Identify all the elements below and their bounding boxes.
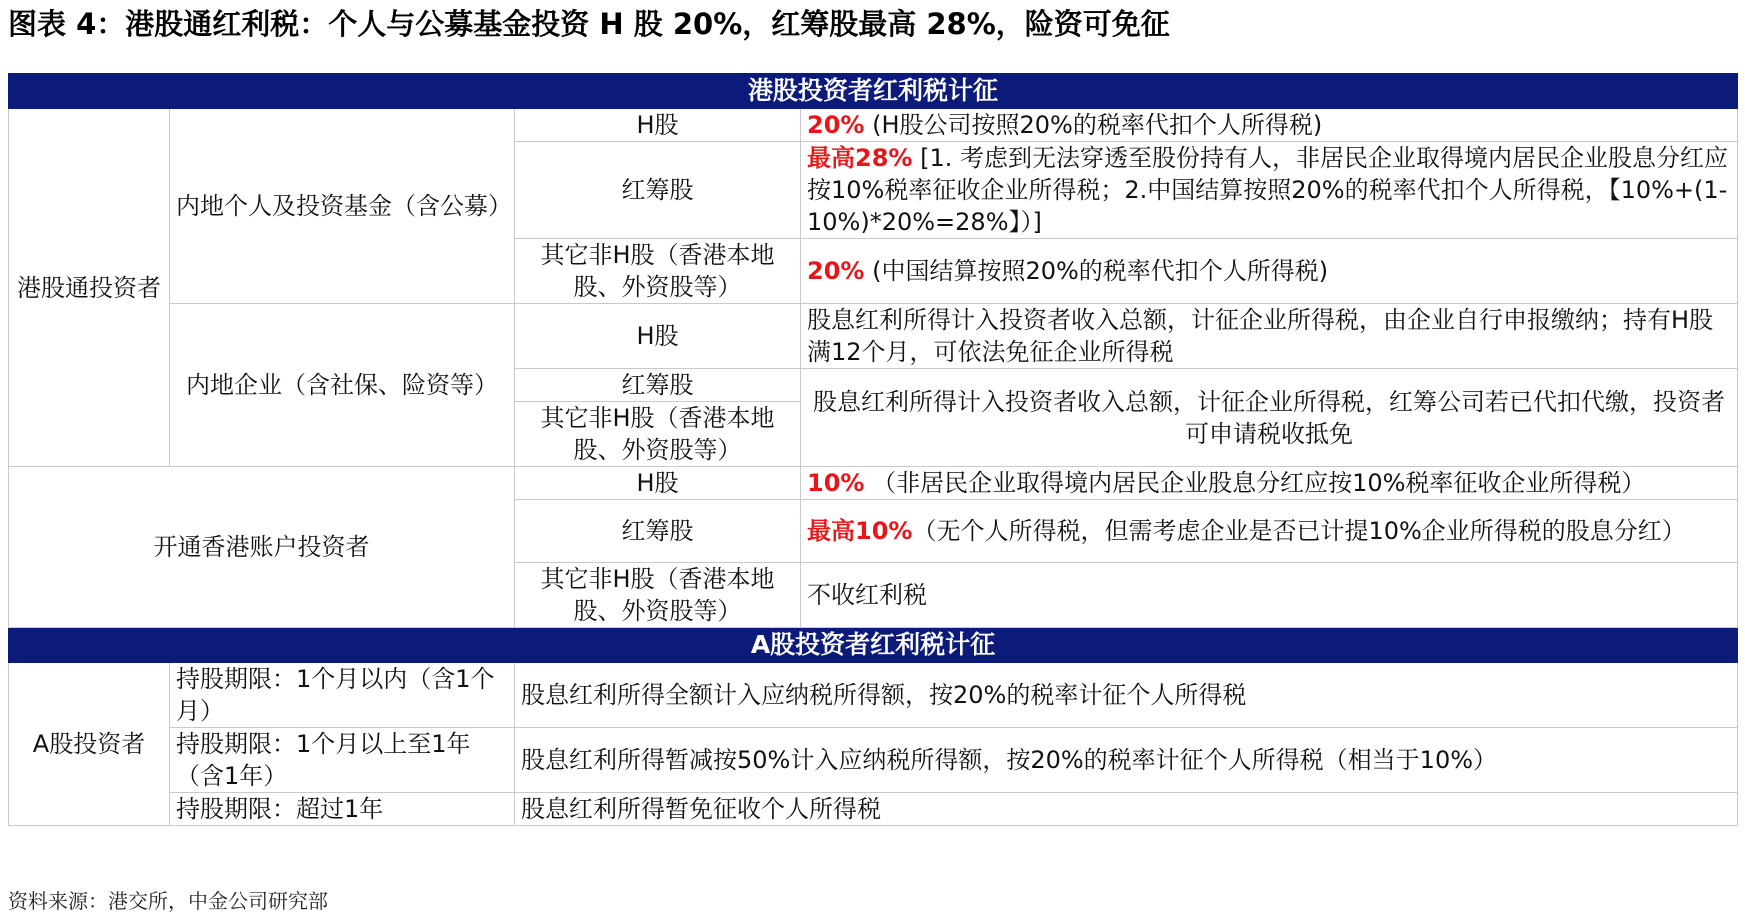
tax-rule-text: [1. 考虑到无法穿透至股份持有人，非居民企业取得境内居民企业股息分红应按10%税率征收企业所得税；2.中国结算按照20%的税率代扣个人所得税，【10%+(1-10%)*20%=28%】）] xyxy=(807,144,1728,236)
dividend-tax-table xyxy=(8,73,1738,826)
stock-type-cell: H股 xyxy=(515,304,801,369)
tax-rate-highlight: 最高28% xyxy=(807,144,913,172)
tax-rate-highlight: 10% xyxy=(807,469,865,497)
tax-rule-cell: 股息红利所得计入投资者收入总额，计征企业所得税，由企业自行申报缴纳；持有H股满12个月，可依法免征企业所得税 xyxy=(801,304,1738,369)
tax-rule-cell xyxy=(801,467,1738,500)
a-section-header-row xyxy=(9,628,1738,663)
tax-rule-cell xyxy=(801,500,1738,563)
tax-rule-cell xyxy=(801,239,1738,304)
a-section-header: A股投资者红利税计征 xyxy=(9,628,1738,663)
holding-period-cell: 持股期限：1个月以上至1年（含1年） xyxy=(170,728,515,793)
figure-title: 图表 4：港股通红利税：个人与公募基金投资 H 股 20%，红筹股最高 28%，险资可免征 xyxy=(8,7,1170,41)
stock-type-cell: 其它非H股（香港本地股、外资股等） xyxy=(515,563,801,628)
table-row xyxy=(9,467,1738,500)
tax-rule-text: (中国结算按照20%的税率代扣个人所得税) xyxy=(864,257,1329,285)
investor-cell: A股投资者 xyxy=(9,663,170,826)
tax-rule-cell: 股息红利所得全额计入应纳税所得额，按20%的税率计征个人所得税 xyxy=(515,663,1738,728)
table-row xyxy=(9,109,1738,142)
tax-rule-cell: 不收红利税 xyxy=(801,563,1738,628)
stock-type-cell: 红筹股 xyxy=(515,142,801,239)
stock-type-cell: 其它非H股（香港本地股、外资股等） xyxy=(515,402,801,467)
stock-type-cell: 红筹股 xyxy=(515,369,801,402)
table-row xyxy=(9,728,1738,793)
tax-rule-cell: 股息红利所得计入投资者收入总额，计征企业所得税，红筹公司若已代扣代缴，投资者可申请税收抵免 xyxy=(801,369,1738,467)
investor-type-cell: 内地企业（含社保、险资等） xyxy=(170,304,515,467)
stock-type-cell: H股 xyxy=(515,467,801,500)
tax-rate-highlight: 20% xyxy=(807,257,865,285)
tax-rule-cell xyxy=(801,142,1738,239)
investor-type-cell: 内地个人及投资基金（含公募） xyxy=(170,109,515,304)
stock-type-cell: 红筹股 xyxy=(515,500,801,563)
investor-cell: 港股通投资者 xyxy=(9,109,170,467)
tax-rule-cell: 股息红利所得暂免征收个人所得税 xyxy=(515,793,1738,826)
table-row xyxy=(9,663,1738,728)
tax-rate-highlight: 最高10% xyxy=(807,517,913,545)
stock-type-cell: 其它非H股（香港本地股、外资股等） xyxy=(515,239,801,304)
hk-section-header-row xyxy=(9,74,1738,109)
hk-section-header: 港股投资者红利税计征 xyxy=(9,74,1738,109)
holding-period-cell: 持股期限：超过1年 xyxy=(170,793,515,826)
tax-rule-text: (H股公司按照20%的税率代扣个人所得税) xyxy=(864,111,1323,139)
stock-type-cell: H股 xyxy=(515,109,801,142)
tax-rule-text: （非居民企业取得境内居民企业股息分红应按10%税率征收企业所得税） xyxy=(864,469,1646,497)
table-row xyxy=(9,793,1738,826)
investor-cell: 开通香港账户投资者 xyxy=(9,467,515,628)
tax-rate-highlight: 20% xyxy=(807,111,865,139)
tax-rule-cell: 股息红利所得暂减按50%计入应纳税所得额，按20%的税率计征个人所得税（相当于10%） xyxy=(515,728,1738,793)
source-note: 资料来源：港交所，中金公司研究部 xyxy=(8,889,328,913)
tax-rule-text: （无个人所得税，但需考虑企业是否已计提10%企业所得税的股息分红） xyxy=(912,517,1686,545)
holding-period-cell: 持股期限：1个月以内（含1个月） xyxy=(170,663,515,728)
tax-rule-cell xyxy=(801,109,1738,142)
table-row xyxy=(9,304,1738,369)
